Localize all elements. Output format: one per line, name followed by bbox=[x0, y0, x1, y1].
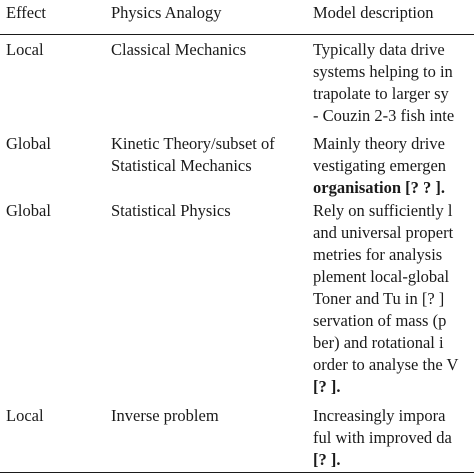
row-2-desc-line: vestigating emergen bbox=[313, 156, 447, 175]
row-3-analogy-line: Statistical Physics bbox=[111, 201, 231, 220]
row-2-analogy bbox=[111, 133, 275, 177]
header-effect: Effect bbox=[6, 3, 47, 22]
row-4-description bbox=[313, 405, 452, 471]
row-4-desc-line: ful with improved da bbox=[313, 428, 452, 447]
row-3-desc-line: and universal propert bbox=[313, 223, 454, 242]
row-3-desc-line: order to analyse the V bbox=[313, 355, 459, 374]
row-2-description bbox=[313, 133, 446, 199]
row-1-desc-line: Typically data drive bbox=[313, 40, 445, 59]
row-2-desc-line: organisation [? ? ]. bbox=[313, 178, 445, 197]
row-4-effect: Local bbox=[6, 406, 44, 425]
row-4-analogy bbox=[111, 405, 219, 427]
header-rule bbox=[0, 34, 474, 35]
row-4-desc-line: [? ]. bbox=[313, 450, 341, 469]
row-1-analogy-line: Classical Mechanics bbox=[111, 40, 247, 59]
row-2-effect: Global bbox=[6, 134, 51, 153]
row-2-analogy-line: Statistical Mechanics bbox=[111, 156, 252, 175]
header-physics-analogy: Physics Analogy bbox=[111, 3, 222, 22]
row-3-desc-line: plement local-global bbox=[313, 267, 450, 286]
bottom-rule bbox=[0, 472, 474, 473]
row-3-desc-line: Rely on sufficiently l bbox=[313, 201, 453, 220]
row-1-desc-line: trapolate to larger sy bbox=[313, 84, 449, 103]
row-1-analogy bbox=[111, 39, 246, 61]
row-2-analogy-line: Kinetic Theory/subset of bbox=[111, 134, 275, 153]
row-4-desc-line: Increasingly impora bbox=[313, 406, 446, 425]
row-3-description bbox=[313, 200, 458, 398]
row-3-desc-line: servation of mass (p bbox=[313, 311, 447, 330]
row-1-effect: Local bbox=[6, 40, 44, 59]
row-1-desc-line: - Couzin 2-3 fish inte bbox=[313, 106, 455, 125]
row-4-analogy-line: Inverse problem bbox=[111, 406, 219, 425]
row-1-desc-line: systems helping to in bbox=[313, 62, 453, 81]
row-3-desc-line: [? ]. bbox=[313, 377, 341, 396]
row-3-effect: Global bbox=[6, 201, 51, 220]
row-2-desc-line: Mainly theory drive bbox=[313, 134, 445, 153]
row-3-desc-line: ber) and rotational i bbox=[313, 333, 444, 352]
row-3-desc-line: metries for analysis bbox=[313, 245, 443, 264]
header-model-description: Model description bbox=[313, 3, 434, 22]
row-3-analogy bbox=[111, 200, 231, 222]
row-1-description bbox=[313, 39, 454, 127]
row-3-desc-line: Toner and Tu in [? ] bbox=[313, 289, 445, 308]
